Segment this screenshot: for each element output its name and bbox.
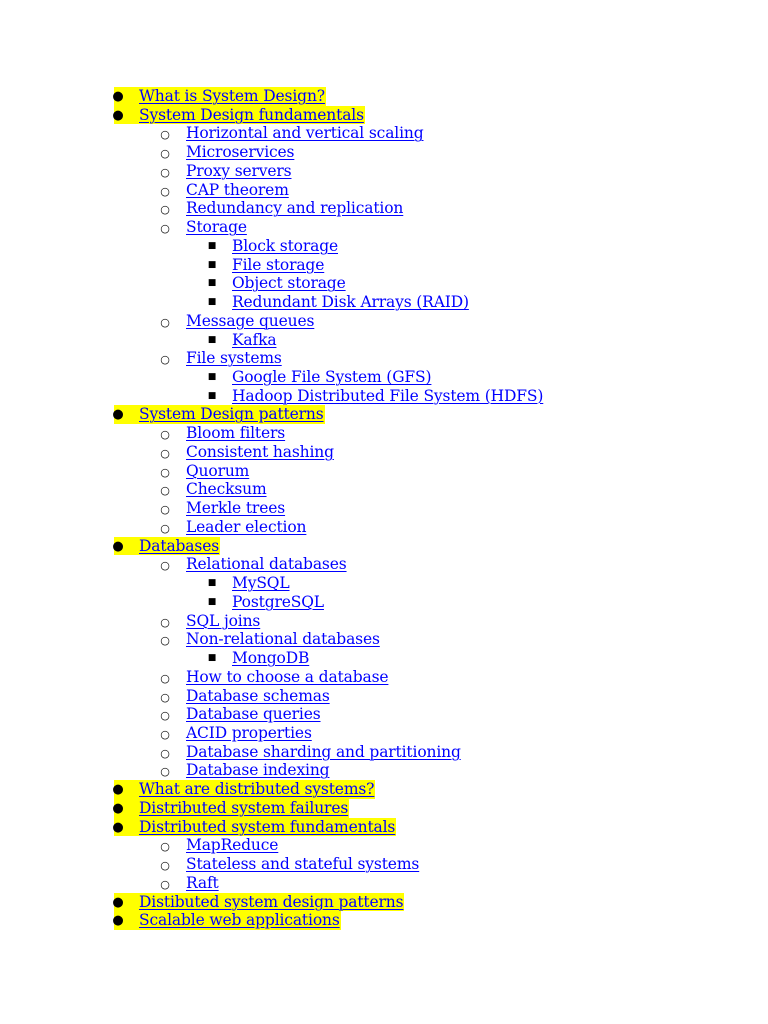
outline-link[interactable]: Raft [186, 873, 219, 892]
outline-item-level-2 [0, 312, 768, 331]
outline-item-level-2 [0, 855, 768, 874]
outline-link[interactable]: MySQL [232, 574, 290, 593]
outline-link[interactable]: Merkle trees [186, 499, 286, 518]
circle-bullet-icon: ○ [160, 615, 170, 629]
outline-link[interactable]: Proxy servers [186, 161, 292, 180]
circle-bullet-icon: ○ [160, 184, 170, 198]
outline-link[interactable]: Object storage [232, 274, 346, 293]
disc-bullet-icon: ● [112, 407, 124, 423]
circle-bullet-icon: ○ [160, 315, 170, 329]
outline-link[interactable]: Consistent hashing [186, 442, 334, 461]
outline-link[interactable]: Message queues [186, 311, 315, 330]
outline-item-level-2 [0, 349, 768, 368]
disc-bullet-icon: ● [112, 913, 124, 929]
outline-item-level-2 [0, 480, 768, 499]
square-bullet-icon: ■ [207, 334, 217, 345]
outline-link[interactable]: SQL joins [186, 611, 261, 630]
square-bullet-icon: ■ [207, 297, 217, 308]
outline-item-level-2 [0, 724, 768, 743]
circle-bullet-icon: ○ [160, 484, 170, 498]
outline-item-level-2 [0, 630, 768, 649]
circle-bullet-icon: ○ [160, 709, 170, 723]
outline-item-level-3 [0, 368, 768, 387]
square-bullet-icon: ■ [207, 390, 217, 401]
outline-item-level-3 [0, 331, 768, 350]
square-bullet-icon: ■ [207, 653, 217, 664]
outline-link[interactable]: Kafka [232, 330, 277, 349]
outline-item-level-3 [0, 237, 768, 256]
square-bullet-icon: ■ [207, 278, 217, 289]
circle-bullet-icon: ○ [160, 128, 170, 142]
circle-bullet-icon: ○ [160, 746, 170, 760]
outline-item-level-1 [0, 818, 768, 837]
outline-item-level-3 [0, 593, 768, 612]
outline-link[interactable]: Distributed system failures [139, 798, 349, 817]
circle-bullet-icon: ○ [160, 859, 170, 873]
outline-item-level-2 [0, 705, 768, 724]
outline-link[interactable]: Redundancy and replication [186, 199, 404, 218]
disc-bullet-icon: ● [112, 107, 124, 123]
outline-link[interactable]: Scalable web applications [139, 911, 340, 930]
outline-link[interactable]: Database schemas [186, 686, 330, 705]
circle-bullet-icon: ○ [160, 727, 170, 741]
outline-item-level-1 [0, 911, 768, 930]
outline-link[interactable]: Relational databases [186, 555, 347, 574]
circle-bullet-icon: ○ [160, 634, 170, 648]
outline-item-level-2 [0, 499, 768, 518]
outline-item-level-2 [0, 668, 768, 687]
circle-bullet-icon: ○ [160, 428, 170, 442]
outline-link[interactable]: Checksum [186, 480, 267, 499]
outline-link[interactable]: System Design fundamentals [139, 105, 364, 124]
outline-item-level-2 [0, 874, 768, 893]
outline-link[interactable]: Non-relational databases [186, 630, 380, 649]
outline-item-level-3 [0, 387, 768, 406]
outline-item-level-2 [0, 836, 768, 855]
outline-item-level-1 [0, 780, 768, 799]
circle-bullet-icon: ○ [160, 353, 170, 367]
circle-bullet-icon: ○ [160, 521, 170, 535]
circle-bullet-icon: ○ [160, 147, 170, 161]
outline-link[interactable]: Block storage [232, 236, 338, 255]
outline-item-level-2 [0, 761, 768, 780]
outline-link[interactable]: Microservices [186, 143, 295, 162]
document-outline [0, 87, 768, 930]
outline-item-level-2 [0, 424, 768, 443]
outline-item-level-1 [0, 893, 768, 912]
outline-link[interactable]: PostgreSQL [232, 592, 324, 611]
square-bullet-icon: ■ [207, 596, 217, 607]
circle-bullet-icon: ○ [160, 690, 170, 704]
circle-bullet-icon: ○ [160, 165, 170, 179]
outline-link[interactable]: File storage [232, 255, 325, 274]
outline-item-level-3 [0, 574, 768, 593]
outline-item-level-3 [0, 649, 768, 668]
outline-item-level-3 [0, 293, 768, 312]
outline-item-level-2 [0, 518, 768, 537]
outline-link[interactable]: Storage [186, 218, 247, 237]
outline-link[interactable]: Distibuted system design patterns [139, 892, 404, 911]
outline-link[interactable]: File systems [186, 349, 282, 368]
outline-item-level-2 [0, 612, 768, 631]
disc-bullet-icon: ● [112, 894, 124, 910]
circle-bullet-icon: ○ [160, 203, 170, 217]
outline-link[interactable]: ACID properties [186, 723, 312, 742]
outline-link[interactable]: Distributed system fundamentals [139, 817, 396, 836]
outline-link[interactable]: System Design patterns [139, 405, 324, 424]
circle-bullet-icon: ○ [160, 765, 170, 779]
outline-link[interactable]: Google File System (GFS) [232, 368, 432, 387]
outline-link[interactable]: MapReduce [186, 836, 279, 855]
outline-item-level-3 [0, 256, 768, 275]
disc-bullet-icon: ● [112, 89, 124, 104]
outline-link[interactable]: Database queries [186, 705, 321, 724]
outline-link[interactable]: Database indexing [186, 761, 330, 780]
circle-bullet-icon: ○ [160, 446, 170, 460]
outline-item-level-1 [0, 799, 768, 818]
circle-bullet-icon: ○ [160, 559, 170, 573]
square-bullet-icon: ■ [207, 372, 217, 383]
outline-link[interactable]: What are distributed systems? [139, 780, 375, 799]
square-bullet-icon: ■ [207, 259, 217, 270]
outline-item-level-1 [0, 537, 768, 556]
disc-bullet-icon: ● [112, 819, 124, 835]
outline-item-level-2 [0, 462, 768, 481]
outline-item-level-2 [0, 687, 768, 706]
outline-item-level-2 [0, 743, 768, 762]
outline-link[interactable]: What is System Design? [139, 87, 325, 105]
outline-item-level-2 [0, 181, 768, 200]
outline-item-level-1 [0, 405, 768, 424]
square-bullet-icon: ■ [207, 240, 217, 251]
outline-item-level-2 [0, 218, 768, 237]
outline-link[interactable]: Stateless and stateful systems [186, 855, 420, 874]
outline-item-level-2 [0, 143, 768, 162]
outline-item-level-2 [0, 162, 768, 181]
outline-link[interactable]: Database sharding and partitioning [186, 742, 461, 761]
outline-link[interactable]: Horizontal and vertical scaling [186, 124, 424, 143]
circle-bullet-icon: ○ [160, 222, 170, 236]
circle-bullet-icon: ○ [160, 465, 170, 479]
outline-item-level-1 [0, 87, 768, 106]
outline-link[interactable]: CAP theorem [186, 180, 289, 199]
outline-link[interactable]: Leader election [186, 517, 307, 536]
outline-link[interactable]: Redundant Disk Arrays (RAID) [232, 293, 469, 312]
outline-link[interactable]: Hadoop Distributed File System (HDFS) [232, 386, 544, 405]
outline-link[interactable]: Quorum [186, 461, 250, 480]
circle-bullet-icon: ○ [160, 877, 170, 891]
circle-bullet-icon: ○ [160, 671, 170, 685]
outline-item-level-1 [0, 106, 768, 125]
outline-link[interactable]: Bloom filters [186, 424, 286, 443]
disc-bullet-icon: ● [112, 800, 124, 816]
disc-bullet-icon: ● [112, 538, 124, 554]
square-bullet-icon: ■ [207, 578, 217, 589]
outline-link[interactable]: MongoDB [232, 649, 310, 668]
outline-item-level-2 [0, 124, 768, 143]
outline-link[interactable]: How to choose a database [186, 667, 389, 686]
circle-bullet-icon: ○ [160, 840, 170, 854]
disc-bullet-icon: ● [112, 782, 124, 798]
outline-link[interactable]: Databases [139, 536, 220, 555]
outline-item-level-2 [0, 443, 768, 462]
circle-bullet-icon: ○ [160, 503, 170, 517]
outline-item-level-3 [0, 274, 768, 293]
outline-item-level-2 [0, 555, 768, 574]
outline-item-level-2 [0, 199, 768, 218]
